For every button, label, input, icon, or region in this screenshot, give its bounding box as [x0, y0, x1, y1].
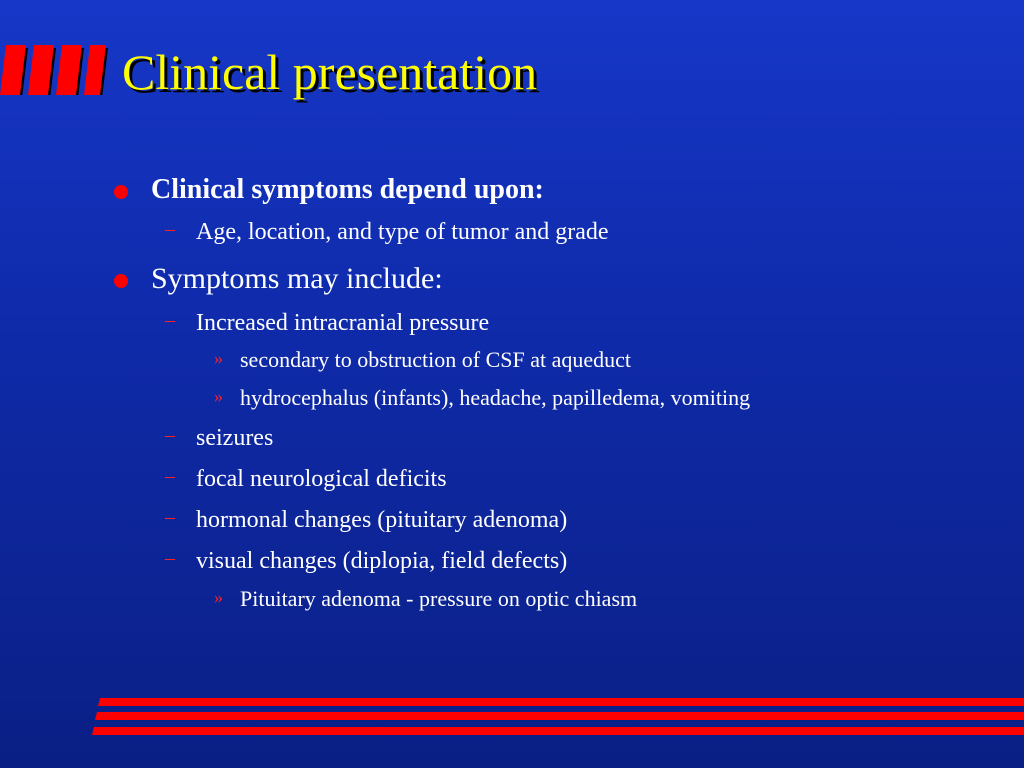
chevron-right-icon: » — [214, 587, 223, 607]
sub-sub-bullet-text: hydrocephalus (infants), headache, papilledema, vomiting — [240, 385, 751, 410]
bullet-dot-icon — [114, 274, 128, 288]
dash-icon: – — [165, 465, 175, 487]
bullet-text: Clinical symptoms depend upon: — [151, 174, 544, 205]
footer-decoration-bars — [92, 698, 1024, 740]
sub-sub-bullet-text: secondary to obstruction of CSF at aqueduct — [240, 347, 632, 372]
slide-title: Clinical presentation — [122, 44, 538, 100]
sub-bullet-text: focal neurological deficits — [196, 466, 447, 492]
chevron-right-icon: » — [214, 348, 223, 368]
sub-bullet-text: Increased intracranial pressure — [196, 310, 490, 336]
sub-bullet-text: hormonal changes (pituitary adenoma) — [196, 507, 568, 533]
dash-icon: – — [165, 309, 175, 331]
sub-bullet-text: Age, location, and type of tumor and grade — [196, 219, 609, 245]
bullet-text: Symptoms may include: — [151, 262, 443, 295]
dash-icon: – — [165, 547, 175, 569]
sub-bullet-text: visual changes (diplopia, field defects) — [196, 548, 568, 574]
bullet-dot-icon — [114, 185, 128, 199]
dash-icon: – — [165, 218, 175, 240]
sub-sub-bullet-text: Pituitary adenoma - pressure on optic chiasm — [240, 586, 638, 611]
sub-bullet-text: seizures — [196, 425, 274, 451]
dash-icon: – — [165, 506, 175, 528]
dash-icon: – — [165, 424, 175, 446]
chevron-right-icon: » — [214, 386, 223, 406]
